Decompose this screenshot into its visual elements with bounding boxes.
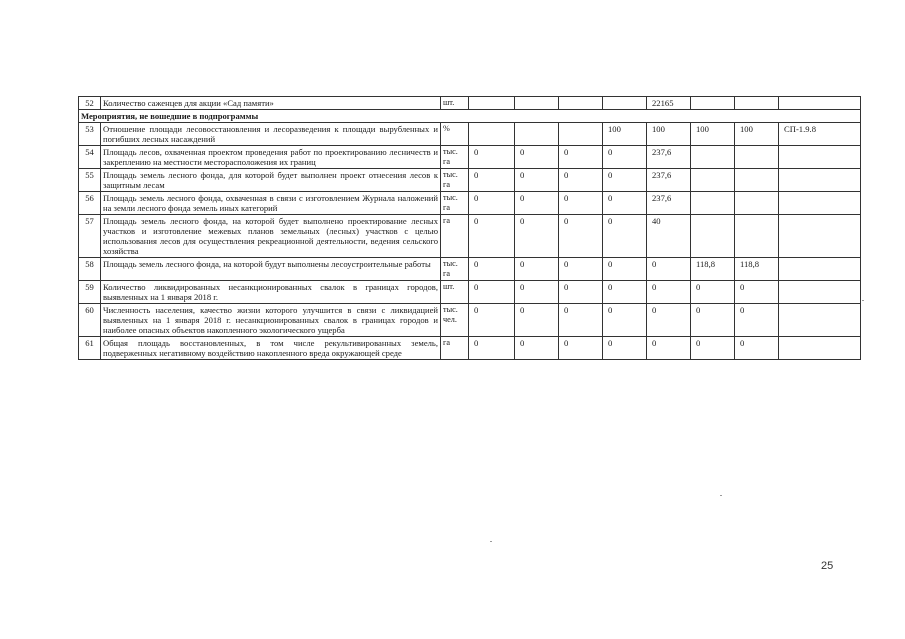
value-cell [735, 97, 779, 110]
value-cell: 0 [603, 146, 647, 169]
value-cell: 0 [515, 192, 559, 215]
value-cell [779, 281, 861, 304]
unit-cell: га [441, 337, 469, 360]
value-cell: 0 [559, 258, 603, 281]
value-cell: 0 [647, 304, 691, 337]
row-number: 59 [79, 281, 101, 304]
value-cell: 0 [515, 169, 559, 192]
value-cell: 0 [515, 304, 559, 337]
value-cell: СП-1.9.8 [779, 123, 861, 146]
unit-cell: шт. [441, 281, 469, 304]
table-row [79, 304, 861, 337]
value-cell [779, 97, 861, 110]
unit-cell: тыс. га [441, 146, 469, 169]
row-number: 53 [79, 123, 101, 146]
value-cell [559, 123, 603, 146]
value-cell [691, 169, 735, 192]
value-cell: 118,8 [691, 258, 735, 281]
value-cell: 0 [647, 258, 691, 281]
value-cell [779, 169, 861, 192]
value-cell [691, 146, 735, 169]
value-cell [779, 146, 861, 169]
value-cell [735, 192, 779, 215]
table-row [79, 192, 861, 215]
value-cell [779, 337, 861, 360]
value-cell: 100 [691, 123, 735, 146]
indicator-name: Площадь земель лесного фонда, на которой будут выполнены лесоустроительные работы [101, 258, 441, 281]
value-cell [779, 258, 861, 281]
indicator-name: Количество ликвидированных несанкционированных свалок в границах городов, выявленных на 1 января 2018 г. [101, 281, 441, 304]
scan-speck [720, 495, 722, 496]
table-row [79, 281, 861, 304]
value-cell: 0 [559, 169, 603, 192]
value-cell: 0 [559, 146, 603, 169]
value-cell: 100 [735, 123, 779, 146]
value-cell: 0 [735, 337, 779, 360]
value-cell: 118,8 [735, 258, 779, 281]
value-cell: 22165 [647, 97, 691, 110]
value-cell [691, 215, 735, 258]
value-cell [515, 97, 559, 110]
value-cell: 237,6 [647, 146, 691, 169]
value-cell: 0 [469, 146, 515, 169]
table-body [79, 97, 861, 360]
value-cell: 0 [603, 258, 647, 281]
value-cell: 0 [691, 304, 735, 337]
value-cell: 237,6 [647, 169, 691, 192]
table-row [79, 215, 861, 258]
indicator-name: Площадь земель лесного фонда, для которой будет выполнен проект отнесения лесов к защитным лесам [101, 169, 441, 192]
indicator-name: Площадь земель лесного фонда, на которой будет выполнено проектирование лесных участков и изготовление межевых планов земельных (лесных) участков с целью использования лесов для осуществления рекреационной деятельности, ведения сельского хозяйства [101, 215, 441, 258]
table-row [79, 123, 861, 146]
indicator-name: Отношение площади лесовосстановления и лесоразведения к площади вырубленных и погибших лесных насаждений [101, 123, 441, 146]
unit-cell: тыс. га [441, 169, 469, 192]
value-cell [691, 97, 735, 110]
table-row [79, 258, 861, 281]
table-row [79, 146, 861, 169]
unit-cell: % [441, 123, 469, 146]
value-cell: 0 [469, 281, 515, 304]
unit-cell: тыс. га [441, 258, 469, 281]
table-row [79, 97, 861, 110]
value-cell [779, 215, 861, 258]
value-cell [515, 123, 559, 146]
indicator-name: Общая площадь восстановленных, в том числе рекультивированных земель, подверженных негативному воздействию накопленного вреда окружающей среде [101, 337, 441, 360]
value-cell: 0 [603, 281, 647, 304]
value-cell: 0 [515, 337, 559, 360]
value-cell: 0 [515, 258, 559, 281]
section-title: Мероприятия, не вошедшие в подпрограммы [79, 110, 861, 123]
value-cell: 100 [647, 123, 691, 146]
value-cell: 0 [735, 281, 779, 304]
scan-speck [862, 300, 864, 301]
page-number: 25 [821, 560, 834, 572]
indicator-name: Численность населения, качество жизни которого улучшится в связи с ликвидацией выявленных на 1 января 2018 г. несанкционированных свалок в границах городов и наиболее опасных объектов накопленного экологического ущерба [101, 304, 441, 337]
value-cell [469, 123, 515, 146]
row-number: 52 [79, 97, 101, 110]
value-cell [779, 192, 861, 215]
value-cell: 0 [647, 337, 691, 360]
table-row [79, 169, 861, 192]
value-cell: 0 [691, 337, 735, 360]
table-row [79, 337, 861, 360]
value-cell: 0 [559, 192, 603, 215]
section-row [79, 110, 861, 123]
value-cell: 0 [603, 304, 647, 337]
row-number: 61 [79, 337, 101, 360]
indicator-name: Площадь земель лесного фонда, охваченная в связи с изготовлением Журнала наложений на земли лесного фонда земель иных категорий [101, 192, 441, 215]
unit-cell: тыс. га [441, 192, 469, 215]
value-cell [735, 169, 779, 192]
value-cell: 0 [469, 304, 515, 337]
row-number: 55 [79, 169, 101, 192]
value-cell: 0 [559, 281, 603, 304]
value-cell [779, 304, 861, 337]
value-cell: 0 [469, 192, 515, 215]
value-cell [735, 215, 779, 258]
value-cell: 0 [603, 215, 647, 258]
value-cell: 0 [469, 215, 515, 258]
value-cell [559, 97, 603, 110]
value-cell: 0 [469, 258, 515, 281]
value-cell: 0 [691, 281, 735, 304]
value-cell: 0 [469, 337, 515, 360]
value-cell: 100 [603, 123, 647, 146]
value-cell: 0 [647, 281, 691, 304]
value-cell: 0 [559, 337, 603, 360]
row-number: 60 [79, 304, 101, 337]
value-cell [735, 146, 779, 169]
value-cell: 0 [603, 337, 647, 360]
row-number: 58 [79, 258, 101, 281]
value-cell [691, 192, 735, 215]
row-number: 57 [79, 215, 101, 258]
indicator-name: Количество саженцев для акции «Сад памяти» [101, 97, 441, 110]
value-cell [469, 97, 515, 110]
value-cell: 0 [515, 146, 559, 169]
scan-speck [490, 541, 492, 542]
unit-cell: тыс. чел. [441, 304, 469, 337]
value-cell: 0 [515, 215, 559, 258]
indicators-table [78, 96, 861, 360]
value-cell: 40 [647, 215, 691, 258]
value-cell: 0 [515, 281, 559, 304]
value-cell: 0 [469, 169, 515, 192]
value-cell [603, 97, 647, 110]
unit-cell: шт. [441, 97, 469, 110]
value-cell: 0 [603, 192, 647, 215]
row-number: 54 [79, 146, 101, 169]
value-cell: 0 [735, 304, 779, 337]
value-cell: 0 [603, 169, 647, 192]
value-cell: 0 [559, 215, 603, 258]
unit-cell: га [441, 215, 469, 258]
value-cell: 237,6 [647, 192, 691, 215]
indicator-name: Площадь лесов, охваченная проектом проведения работ по проектированию лесничеств и закреплению на местности месторасположения их границ [101, 146, 441, 169]
row-number: 56 [79, 192, 101, 215]
value-cell: 0 [559, 304, 603, 337]
